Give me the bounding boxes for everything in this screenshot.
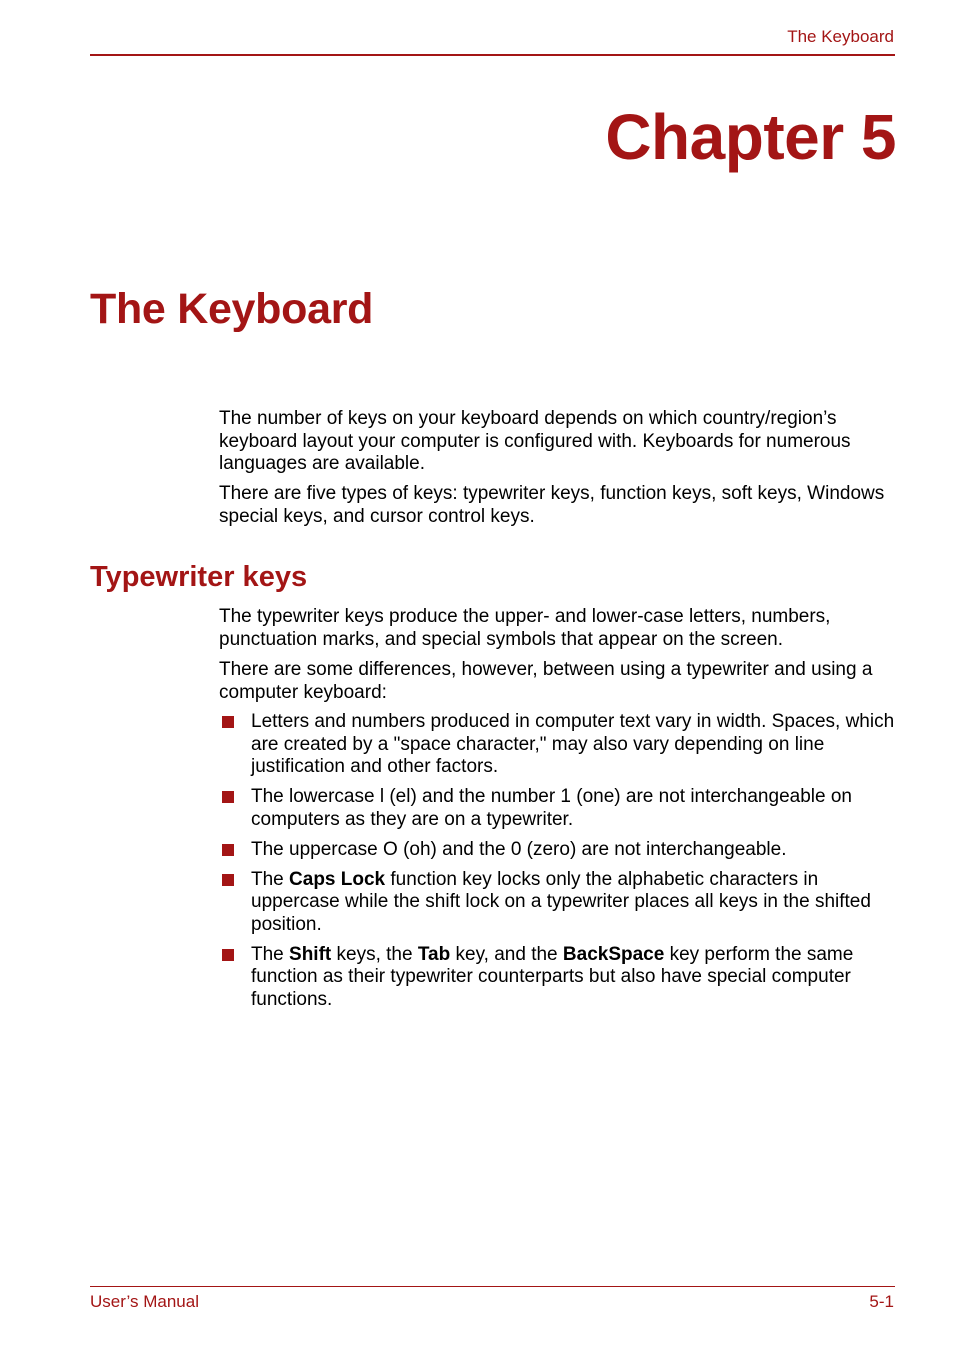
typewriter-paragraph-2: There are some differences, however, between using a typewriter and using a computer keyboard:	[219, 659, 873, 703]
section-title: The Keyboard	[90, 285, 374, 333]
header-rule	[90, 54, 895, 56]
intro-paragraph-1: The number of keys on your keyboard depends on which country/region’s keyboard layout your computer is configured with. Keyboards for numerous languages are available.	[219, 408, 851, 474]
bullet-list	[219, 711, 899, 1019]
square-bullet-icon	[222, 791, 234, 803]
square-bullet-icon	[222, 874, 234, 886]
list-item-text-start: The	[251, 868, 290, 890]
footer-manual-title: User’s Manual	[90, 1292, 199, 1311]
footer-rule	[90, 1286, 895, 1287]
list-item-text-end: function key locks only the alphabetic characters in uppercase while the shift lock on a typewriter places all keys in the shifted position.	[251, 868, 871, 935]
square-bullet-icon	[222, 949, 234, 961]
list-item-text: The lowercase l (el) and the number 1 (one) are not interchangeable on computers as they are on a typewriter.	[251, 786, 852, 830]
list-item-text-end: key perform the same function as their typewriter counterparts but also have special computer functions.	[251, 943, 854, 1010]
square-bullet-icon	[222, 844, 234, 856]
chapter-title: Chapter 5	[605, 101, 896, 173]
key-name-tab: Tab	[417, 943, 451, 965]
subsection-title: Typewriter keys	[90, 561, 308, 593]
page-number: 5-1	[869, 1292, 894, 1311]
key-name-backspace: BackSpace	[562, 943, 665, 965]
square-bullet-icon	[222, 716, 234, 728]
running-header: The Keyboard	[787, 27, 894, 46]
list-item-text: The uppercase O (oh) and the 0 (zero) are not interchangeable.	[251, 838, 787, 860]
list-item-text-start: The	[251, 943, 290, 965]
intro-paragraph-2: There are five types of keys: typewriter keys, function keys, soft keys, Windows special keys, and cursor control keys.	[219, 483, 885, 527]
list-item-text: Letters and numbers produced in computer text vary in width. Spaces, which are created by a "space character," may also vary depending on line justification and other factors.	[251, 711, 895, 777]
list-item	[219, 839, 899, 862]
key-name-caps-lock: Caps Lock	[289, 868, 386, 890]
list-item	[219, 944, 899, 1012]
typewriter-paragraph-1: The typewriter keys produce the upper- and lower-case letters, numbers, punctuation marks, and special symbols that appear on the screen.	[219, 606, 831, 650]
key-name-shift: Shift	[289, 943, 332, 965]
list-item	[219, 786, 899, 831]
list-item-text-mid: key, and the	[450, 943, 563, 965]
list-item	[219, 869, 899, 937]
list-item-text-mid: keys, the	[331, 943, 418, 965]
list-item	[219, 711, 899, 779]
